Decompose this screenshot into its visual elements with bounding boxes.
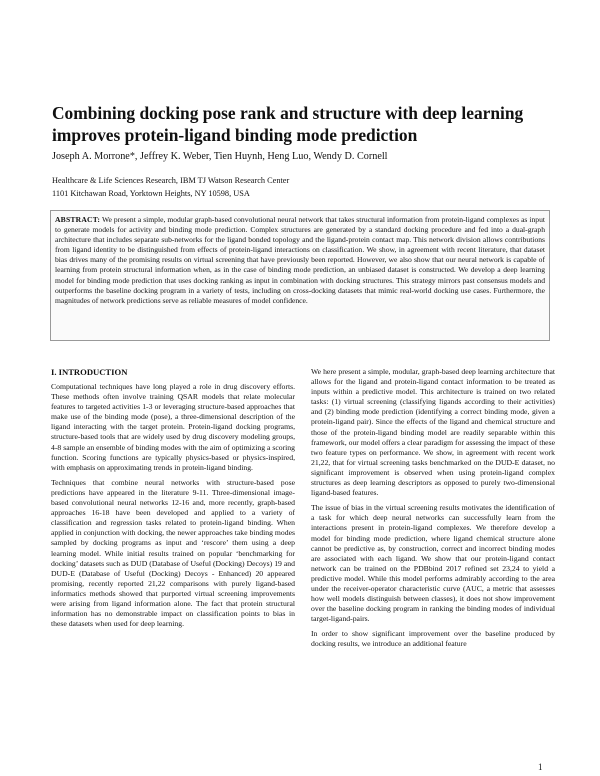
right-column bbox=[311, 367, 555, 762]
abstract-paragraph bbox=[55, 215, 545, 306]
abstract-box bbox=[50, 210, 550, 341]
page-number: 1 bbox=[538, 762, 543, 772]
paper-title: Combining docking pose rank and structure with deep learning improves protein-ligand binding mode prediction bbox=[52, 103, 524, 145]
intro-paragraph-4: The issue of bias in the virtual screening results motivates the identification of a task for which deep neural networks can successfully learn from the interactions present in protein-ligand complexes. We therefore develop a model for binding mode prediction, where ligand chemical structure alone cannot be predictive as, by construction, correct and incorrect binding modes are associated with each ligand. We show that our protein-ligand contact network can be trained on the PDBbind 2017 refined set 23,24 to yield a predictive model. While this model performs admirably according to the area under the receiver-operator characteristic curve (AUC, a metric that assesses how well models distinguish between classes), it does not show improvement over the baseline docking program in ranking the binding modes of individual target-ligand-pairs. bbox=[311, 503, 555, 624]
intro-paragraph-3: We here present a simple, modular, graph-based deep learning architecture that allows for the ligand and protein-ligand contact information to be treated as inputs within a predictive model. This architecture is trained on two related tasks: (1) virtual screening (classifying ligands according to their activities) and (2) binding mode prediction (identifying a correct binding mode, given a protein-ligand pair). Since the effects of the ligand and chemical structure and those of the protein-ligand binding model are readily separable within this framework, our model offers a clear paradigm for assessing the impact of these two feature types on performance. We show, in agreement with recent work 21,22, that for virtual screening tasks benchmarked on the DUD-E dataset, no significant improvement is observed when using protein-ligand complex structures as deep learning descriptors as opposed to purely two-dimensional ligand-based features. bbox=[311, 367, 555, 498]
affiliation-address: 1101 Kitchawan Road, Yorktown Heights, NY 10598, USA bbox=[52, 189, 250, 198]
abstract-text: We present a simple, modular graph-based convolutional neural network that takes structural information from protein-ligand complexes as input to generate models for activity and binding mode prediction. Complex structures are generated by a standard docking procedure and fed into a dual-graph architecture that includes separate sub-networks for the ligand bonded topology and the ligand-protein contact map. This network division allows contributions from ligand identity to be distinguished from effects of protein-ligand interactions on classification. We show, in agreement with recent literature, that dataset bias drives many of the promising results on virtual screening that have previously been reported. However, we also show that our neural network is capable of learning from protein structural information when, as in the case of binding mode prediction, an unbiased dataset is constructed. We develop a deep learning model for binding mode prediction that uses docking ranking as input in combination with docking structures. This strategy mirrors past consensus models and outperforms the baseline docking program in a variety of tests, including on cross-docking datasets that mimic real-world docking use cases. Furthermore, the magnitudes of network predictions serve as reliable measures of model confidence. bbox=[55, 215, 545, 305]
affiliation-institution: Healthcare & Life Sciences Research, IBM TJ Watson Research Center bbox=[52, 176, 290, 185]
left-column bbox=[51, 367, 295, 762]
abstract-label: ABSTRACT: bbox=[55, 215, 101, 224]
intro-paragraph-1: Computational techniques have long played a role in drug discovery efforts. These methods often involve training QSAR models that relate molecular features to targeted activities 1-3 or leveraging structure-based approaches that make use of the binding mode (pose), a three-dimensional description of the ligand interacting with the target protein. Protein-ligand docking programs, structure-based tools that are widely used by drug discovery modeling groups, 4-8 sample an ensemble of binding modes with the aim of optimizing a scoring function. Scoring functions are typically physics-based or physics-inspired, with emphasis on approximating trends in protein-ligand binding. bbox=[51, 382, 295, 472]
intro-paragraph-2: Techniques that combine neural networks with structure-based pose predictions have appeared in the literature 9-11. Three-dimensional image-based convolutional neural networks 12-16 and, more recently, graph-based approaches 16-18 have been developed and applied to a variety of classification and regression tasks related to protein-ligand binding. When applied in conjunction with docking, the newer approaches take binding modes sampled by docking programs as input and ‘rescore’ them using a deep learning model. While initial results trained on popular ‘benchmarking for docking’ datasets such as DUD (Database of Useful (Docking) Decoys) 19 and DUD-E (Database of Useful (Docking) Decoys - Enhanced) 20 appeared promising, recently reported 21,22 comparisons with purely ligand-based informatics methods showed that purported virtual screening improvements were arising from ligand information alone. The fact that protein structural information has no demonstrable impact on classification points to bias in these datasets when used for deep learning. bbox=[51, 477, 295, 629]
section-heading-introduction: I. INTRODUCTION bbox=[51, 367, 128, 377]
author-list: Joseph A. Morrone*, Jeffrey K. Weber, Tien Huynh, Heng Luo, Wendy D. Cornell bbox=[52, 151, 388, 162]
intro-paragraph-5: In order to show significant improvement over the baseline produced by docking results, we introduce an additional feature bbox=[311, 629, 555, 649]
